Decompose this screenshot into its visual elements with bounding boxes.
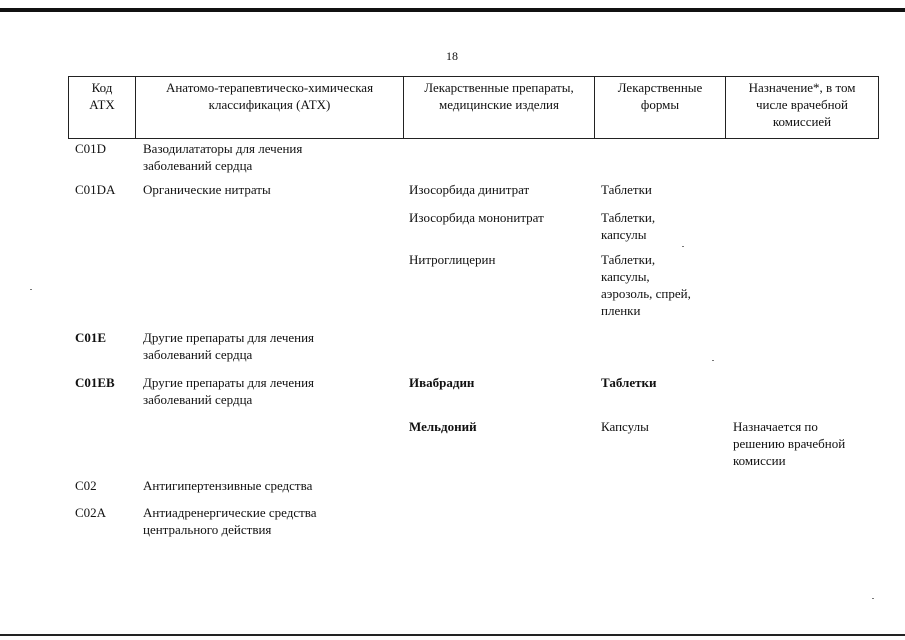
form-line: Таблетки, [601,252,656,267]
class-line: заболеваний сердца [143,392,253,407]
header-drugs-line-1: Лекарственные препараты, [424,80,574,95]
header-cell-purpose [726,77,879,139]
form-line: пленки [601,303,641,318]
row-code-c02: C02 [75,478,97,493]
row-code-c01da: C01DA [75,182,116,197]
form-line: капсулы, [601,269,650,284]
table-header [68,76,879,139]
row-class-c02: Антигипертензивные средства [143,478,313,493]
row-class-c01e [143,329,314,363]
row-code-c01d: C01D [75,141,107,156]
row-code-c02a: C02A [75,505,107,520]
class-line: Другие препараты для лечения [143,330,315,345]
header-purpose-line-1: Назначение*, в том [748,80,856,95]
purpose-line: Назначается по [733,419,818,434]
form-isosorbide-dinitrate: Таблетки [601,182,652,197]
form-line: Таблетки, [601,210,656,225]
header-cell-atc [136,77,404,139]
purpose-line: решению врачебной [733,436,846,451]
purpose-line: комиссии [733,453,786,468]
scan-speck [712,360,714,361]
header-drugs-line-2: медицинские изделия [439,97,559,112]
row-code-c01eb: C01EB [75,375,115,390]
row-class-c01eb [143,374,314,408]
drug-isosorbide-dinitrate: Изосорбида динитрат [409,182,530,197]
form-line: аэрозоль, спрей, [601,286,691,301]
header-atc-line-1: Анатомо-терапевтическо-химическая [165,80,374,95]
bottom-border-line [0,634,905,636]
header-cell-drugs [404,77,595,139]
form-line: капсулы [601,227,647,242]
class-line: центрального действия [143,522,272,537]
header-forms-line-1: Лекарственные [617,80,703,95]
purpose-meldonium [733,418,845,469]
class-line: Антиадренергические средства [143,505,317,520]
row-class-c02a [143,504,317,538]
header-cell-code [69,77,136,139]
drug-nitroglycerin: Нитроглицерин [409,252,496,267]
page-number: 18 [446,49,458,63]
class-line: заболеваний сердца [143,347,253,362]
drug-isosorbide-mononitrate: Изосорбида мононитрат [409,210,544,225]
drug-ivabradine: Ивабрадин [409,375,475,390]
header-code-line-2: АТХ [89,97,115,112]
form-nitroglycerin [601,251,691,319]
header-purpose-line-2: числе врачебной [756,97,848,112]
scan-speck [872,598,874,599]
scan-speck [30,289,32,290]
form-ivabradine: Таблетки [601,375,657,390]
top-border-line [0,8,905,12]
row-class-c01d [143,140,302,174]
header-cell-forms [595,77,726,139]
header-atc-line-2: классификация (АТХ) [208,97,331,112]
class-line: заболеваний сердца [143,158,253,173]
header-purpose-line-3: комиссией [772,114,832,129]
drug-meldonium: Мельдоний [409,419,477,434]
class-line: Другие препараты для лечения [143,375,315,390]
row-code-c01e: C01E [75,330,107,345]
header-code-line-1: Код [91,80,113,95]
form-isosorbide-mononitrate [601,209,655,243]
header-forms-line-2: формы [640,97,680,112]
row-class-c01da: Органические нитраты [143,182,271,197]
form-meldonium: Капсулы [601,419,649,434]
scan-speck [682,246,684,247]
class-line: Вазодилататоры для лечения [143,141,303,156]
